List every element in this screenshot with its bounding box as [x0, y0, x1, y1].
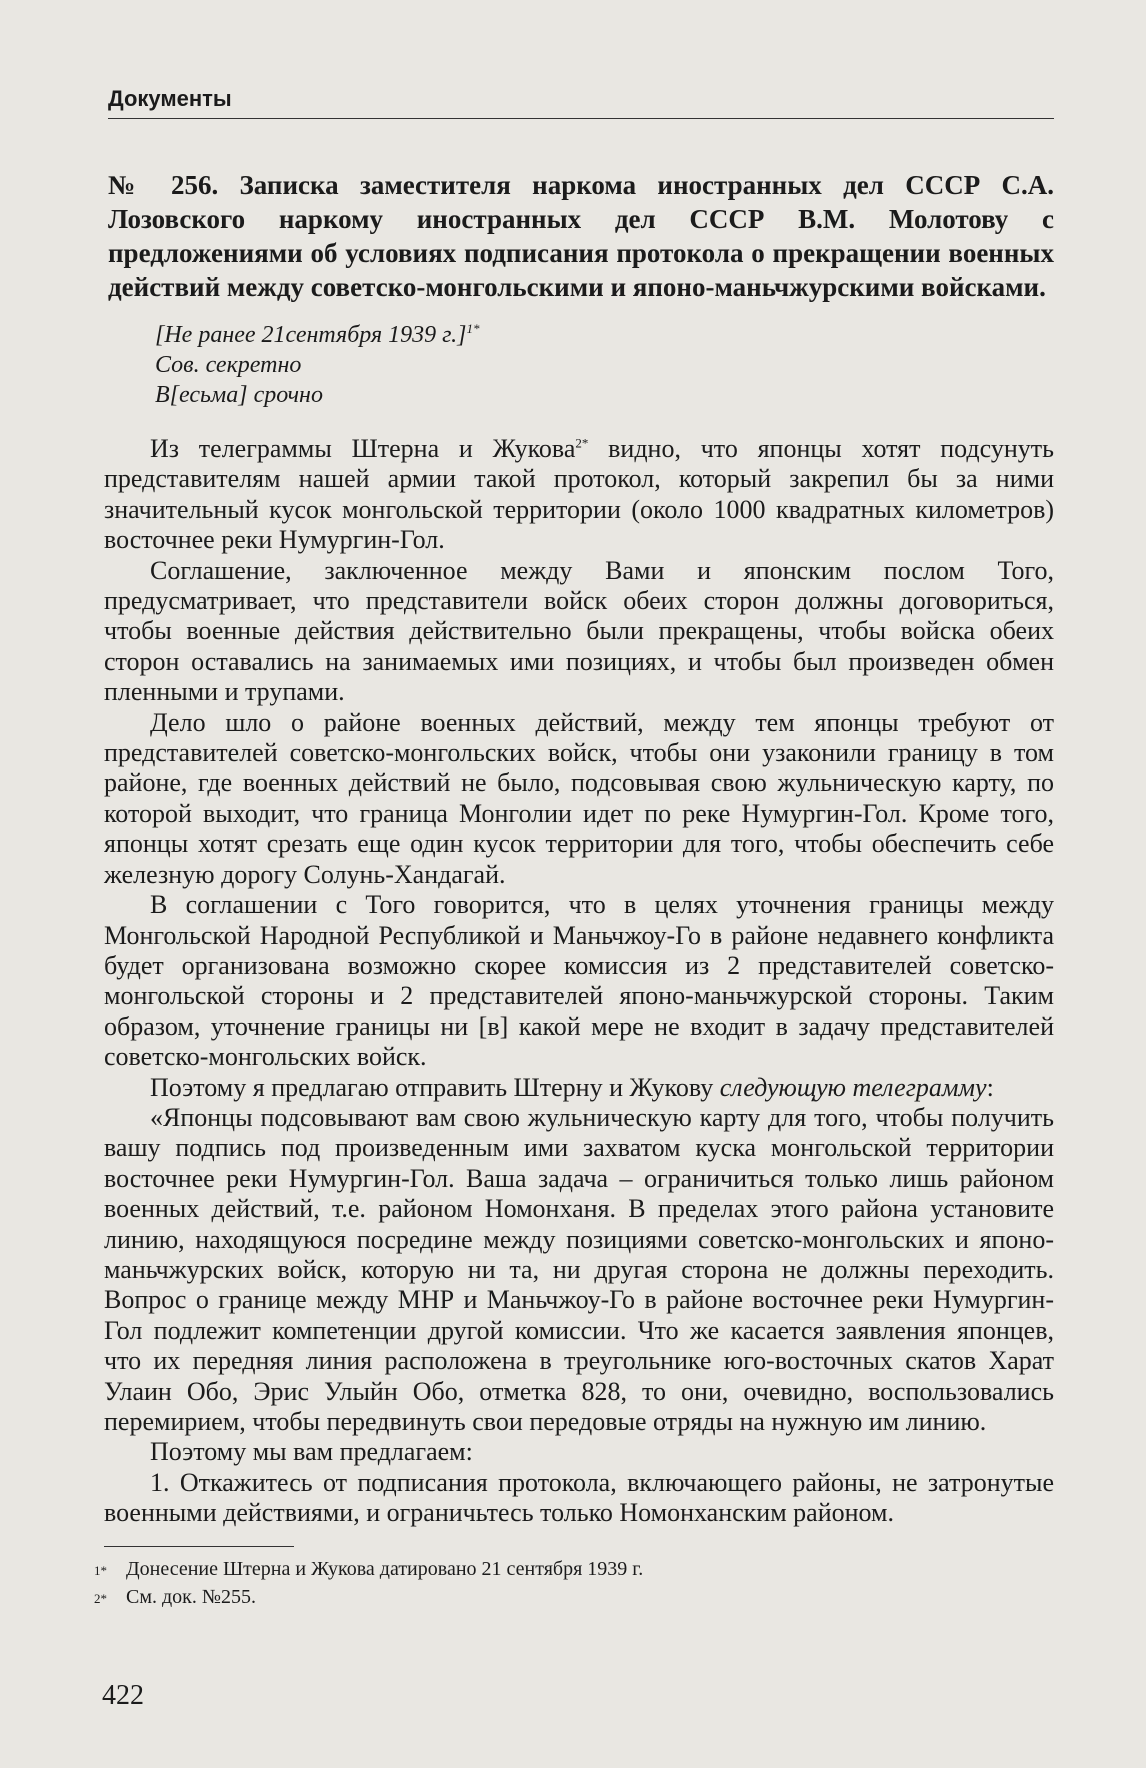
footnote-text: См. док. №255. — [126, 1586, 256, 1608]
page-number: 422 — [102, 1680, 144, 1711]
footnote-mark: 2* — [94, 1591, 107, 1606]
footnote-mark: 1* — [94, 1563, 107, 1578]
paragraph: В соглашении с Того говорится, что в целях уточнения границы между Монгольской Народной Республикой и Маньчжоу-Го в районе недавнего конфликта будет организована возможно скорее комиссия из 2 представителей советско-монгольской стороны и 2 представителей японо-маньчжурской стороны. Таким образом, уточнение границы ни [в] какой мере не входит в задачу представителей советско-монгольских войск. — [104, 890, 1054, 1072]
paragraph: Поэтому я предлагаю отправить Штерну и Жукову следующую телеграмму: — [150, 1072, 994, 1102]
running-title: Документы — [108, 86, 232, 111]
footnote — [94, 1556, 1054, 1584]
footnote-text: Донесение Штерна и Жукова датировано 21 сентября 1939 г. — [126, 1558, 644, 1580]
paragraph: Соглашение, заключенное между Вами и японским послом Того, предусматривает, что представители войск обеих сторон должны договориться, чтобы военные действия действительно были прекращены, чтобы войска обеих сторон оставались на занимаемых ими позициях, и чтобы был произведен обмен пленными и трупами. — [104, 555, 1054, 707]
footnote-divider — [104, 1546, 294, 1547]
list-item: 1. Откажитесь от подписания протокола, включающего районы, не затронутые военными действиями, и ограничьтесь только Номонханским районом. — [104, 1467, 1054, 1528]
classification-label: Сов. секретно — [155, 352, 302, 378]
footnotes — [94, 1556, 1054, 1612]
footnote-ref: 1* — [466, 321, 480, 336]
urgency-label: В[есьма] срочно — [155, 382, 323, 408]
emphasis: следующую телеграмму — [719, 1072, 987, 1102]
document-body — [104, 434, 1054, 1529]
document-title: № 256. Записка заместителя наркома иностранных дел СССР С.А. Лозовского наркому иностранных дел СССР В.М. Молотову с предложениями об условиях подписания протокола о прекращении военных действий между советско-монгольскими и японо-маньчжурскими войсками. — [108, 170, 1054, 302]
running-head — [108, 86, 1054, 119]
paragraph: Из телеграммы Штерна и Жукова$^{2*}$ видно, что японцы хотят подсунуть представителям нашей армии такой протокол, который закрепил бы за ними значительный кусок монгольской территории (около 1000 квадратных километров) восточнее реки Нумургин-Гол. — [104, 434, 1054, 555]
paragraph: Поэтому мы вам предлагаем: — [150, 1437, 473, 1467]
document-meta — [155, 320, 855, 410]
date-note: [Не ранее 21сентября 1939 г.]$^{1*}$ — [155, 321, 480, 348]
footnote — [94, 1584, 1054, 1612]
telegram-paragraph: «Японцы подсовывают вам свою жульническую карту для того, чтобы получить вашу подпись под произведенным ими захватом куска монгольской территории восточнее реки Нумургин-Гол. Ваша задача – ограничиться только лишь районом военных действий, т.е. районом Номонханя. В пределах этого района установите линию, находящуюся посредине между позициями советско-монгольских и японо-маньчжурских войск, которую ни та, ни другая сторона не должны переходить. Вопрос о границе между МНР и Маньчжоу-Го в районе восточнее реки Нумургин-Гол подлежит компетенции другой комиссии. Что же касается заявления японцев, что их передняя линия расположена в треугольнике юго-восточных скатов Харат Улаин Обо, Эрис Улыйн Обо, отметка 828, то они, очевидно, воспользовались перемирием, чтобы передвинуть свои передовые отряды на нужную им линию. — [104, 1102, 1054, 1436]
paragraph: Дело шло о районе военных действий, между тем японцы требуют от представителей советско-монгольских войск, чтобы они узаконили границу в том районе, где военных действий не было, подсовывая свою жульническую карту, по которой выходит, что граница Монголии идет по реке Нумургин-Гол. Кроме того, японцы хотят срезать еще один кусок территории для того, чтобы обеспечить себе железную дорогу Солунь-Хандагай. — [104, 707, 1054, 889]
footnote-ref: 2* — [575, 435, 589, 451]
